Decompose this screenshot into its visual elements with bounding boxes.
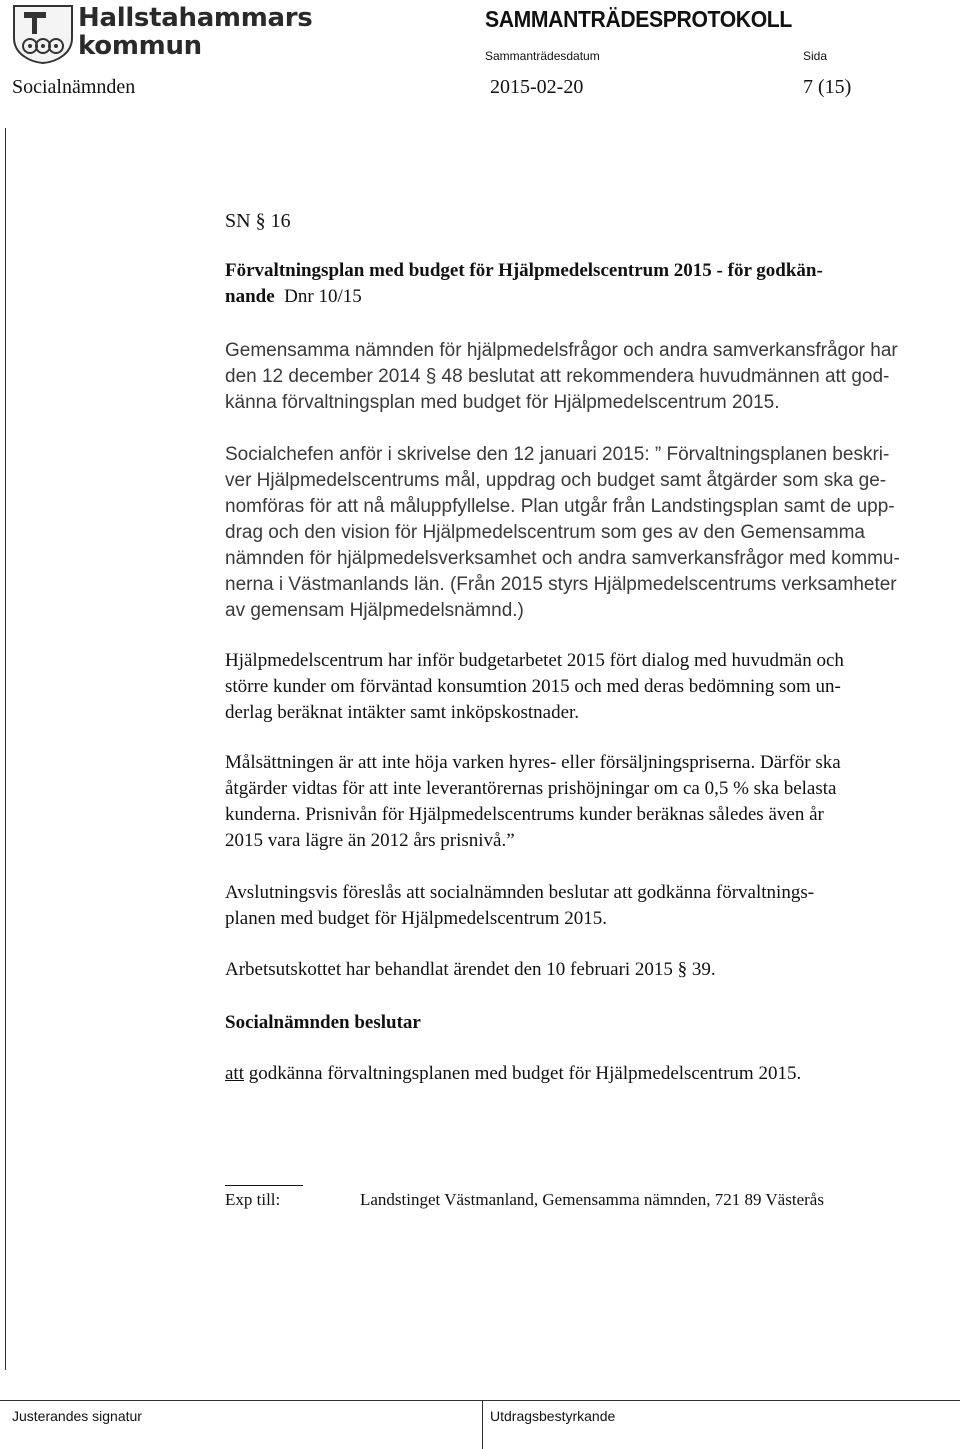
- paragraph-1: Gemensamma nämnden för hjälpmedelsfrågor och andra samverkansfrågor har den 12 december 2014 § 48 beslutat att rekommendera huvudmännen att god- känna förvaltningsplan med budget för Hjälpmedelscentrum 2015.: [225, 340, 898, 413]
- municipality-name: Hallstahammars kommun: [78, 3, 313, 61]
- page-label: Sida: [803, 49, 828, 63]
- paragraph-5: Avslutningsvis föreslås att socialnämnden beslutar att godkänna förvaltnings- planen med budget för Hjälpmedelscentrum 2015.: [225, 882, 815, 929]
- exp-label: Exp till:: [225, 1190, 281, 1209]
- dnr: Dnr 10/15: [284, 286, 362, 307]
- margin-rule: [5, 128, 6, 1370]
- exp-recipients: Landstinget Västmanland, Gemensamma nämnden, 721 89 Västerås: [360, 1190, 824, 1209]
- coat-of-arms-icon: [12, 4, 74, 64]
- meeting-date-label: Sammanträdesdatum: [485, 49, 600, 63]
- certification-field: Utdragsbestyrkande: [490, 1408, 616, 1424]
- meeting-date: 2015-02-20: [490, 76, 584, 98]
- att-word: att: [225, 1063, 244, 1084]
- page-number: 7 (15): [803, 76, 852, 98]
- document-title: SAMMANTRÄDESPROTOKOLL: [485, 6, 792, 32]
- decision-text: att godkänna förvaltningsplanen med budget för Hjälpmedelscentrum 2015.: [225, 1063, 802, 1084]
- paragraph-6: Arbetsutskottet har behandlat ärendet den 10 februari 2015 § 39.: [225, 959, 716, 980]
- item-number: SN § 16: [225, 210, 291, 232]
- paragraph-4: Målsättningen är att inte höja varken hyres- eller försäljningspriserna. Därför ska åtgärder vidtas för att inte leverantörernas prishöjningar om ca 0,5 % ska belasta kunderna. Prisnivån för Hjälpmedelscentrums kunder beräknas således även år 2015 vara lägre än 2012 års prisnivå.”: [225, 752, 841, 851]
- signature-field: Justerandes signatur: [12, 1408, 142, 1424]
- committee-name: Socialnämnden: [12, 76, 136, 98]
- municipality-logo: [12, 3, 313, 64]
- footer-divider: [482, 1400, 483, 1449]
- exp-rule: [225, 1185, 303, 1186]
- footer-rule: [0, 1400, 960, 1401]
- item-title: Förvaltningsplan med budget för Hjälpmedelscentrum 2015 - för godkän- nande Dnr 10/15: [225, 260, 823, 307]
- paragraph-3: Hjälpmedelscentrum har inför budgetarbetet 2015 fört dialog med huvudmän och större kunder om förväntad konsumtion 2015 och med deras bedömning som un- derlag beräknat intäkter samt inköpskostnader.: [225, 650, 844, 723]
- paragraph-2: Socialchefen anför i skrivelse den 12 januari 2015: ” Förvaltningsplanen beskri- ver Hjälpmedelscentrums mål, uppdrag och budget samt åtgärder som ska ge- nomföras för att nå måluppfyllelse. Plan utgår från Landstingsplan samt de upp- drag och den vision för Hjälpmedelscentrum som ges av den Gemensamma nämnden för hjälpmedelsverksamhet och andra samverkansfrågor med kommu- nerna i Västmanlands län. (Från 2015 styrs Hjälpmedelscentrums verksamheter av gemensam Hjälpmedelsnämnd.): [225, 444, 900, 621]
- decision-heading: Socialnämnden beslutar: [225, 1012, 421, 1033]
